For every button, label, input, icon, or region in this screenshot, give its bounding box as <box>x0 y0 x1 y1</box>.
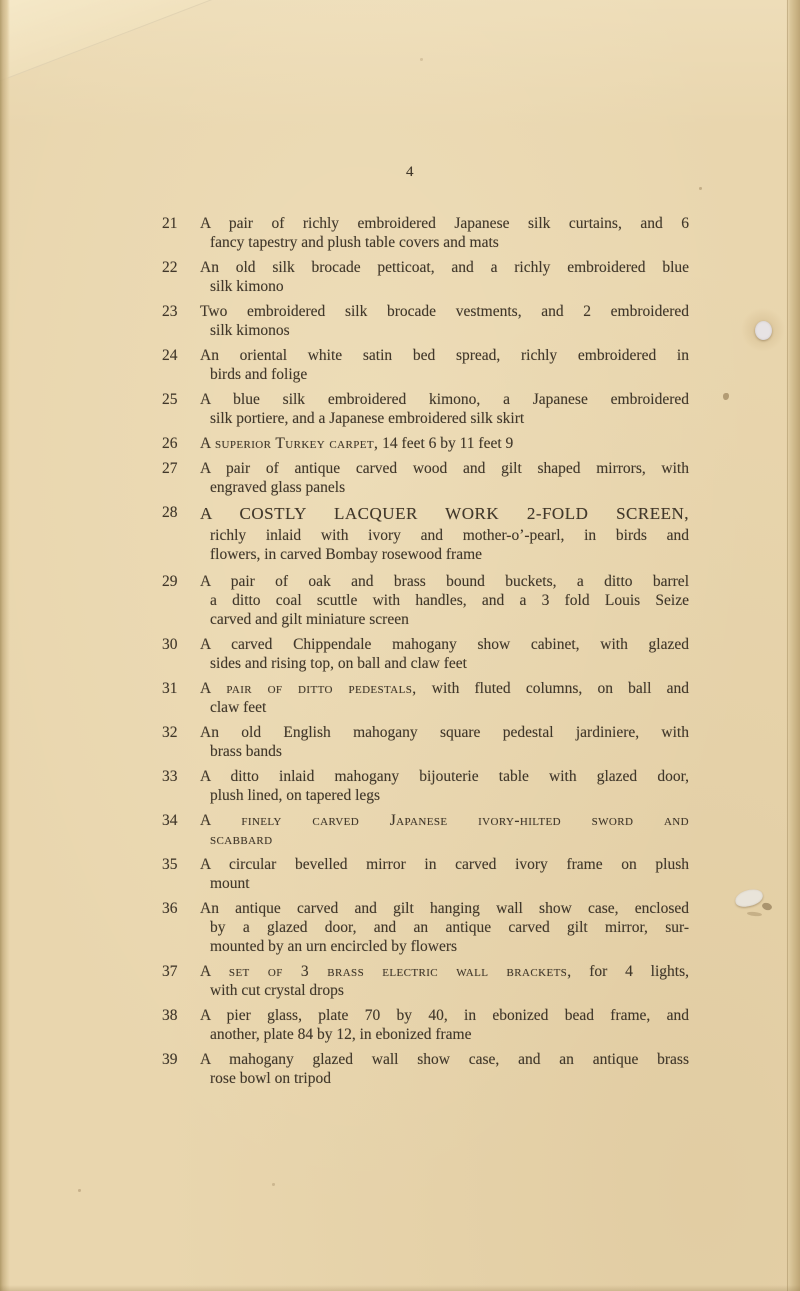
lot-item-28 <box>162 503 689 564</box>
lot-description <box>200 214 689 252</box>
lot-text-segment: A pair of richly embroidered Japanese silk curtains, and 6 <box>200 215 689 232</box>
lot-line <box>200 635 689 654</box>
lot-number: 24 <box>162 347 178 364</box>
lot-text-segment: mount <box>210 875 250 892</box>
paper-edge-line <box>787 0 788 1291</box>
lot-line <box>210 409 689 428</box>
lot-description <box>200 679 689 717</box>
lot-text-segment: flowers, in carved Bombay rosewood frame <box>210 546 483 563</box>
lot-text-segment: silk kimonos <box>210 322 290 339</box>
lot-text-segment: fancy tapestry and plush table covers and mats <box>210 234 499 251</box>
lot-text-segment: with fluted columns, on ball and <box>416 680 689 697</box>
lot-description <box>200 346 689 384</box>
lot-line <box>210 918 689 937</box>
lot-text-segment: A pair of antique carved wood and gilt shaped mirrors, with <box>200 460 689 477</box>
lot-number: 31 <box>162 680 178 697</box>
lot-number: 25 <box>162 391 178 408</box>
paper-right-edge <box>786 0 800 1291</box>
lot-item-27 <box>162 459 689 497</box>
lot-line <box>210 365 689 384</box>
lot-number: 28 <box>162 504 178 521</box>
lot-line <box>200 767 689 786</box>
paper-speck <box>78 1189 81 1192</box>
paper-speck <box>420 58 423 61</box>
lot-text-segment: A ditto inlaid mahogany bijouterie table with glazed door, <box>200 768 689 785</box>
lot-line <box>210 591 689 610</box>
lot-line <box>200 346 689 365</box>
lot-number: 32 <box>162 724 178 741</box>
lot-item-35 <box>162 855 689 893</box>
lot-description <box>200 723 689 761</box>
lot-number: 30 <box>162 636 178 653</box>
lot-item-36 <box>162 899 689 956</box>
lot-line <box>210 981 689 1000</box>
lot-text-segment: Two embroidered silk brocade vestments, and 2 embroidered <box>200 303 689 320</box>
lot-item-38 <box>162 1006 689 1044</box>
lot-text-segment: A pier glass, plate 70 by 40, in ebonized bead frame, and <box>200 1007 689 1024</box>
lot-line <box>210 874 689 893</box>
lot-text-segment: birds and folige <box>210 366 308 383</box>
lot-text-segment: A mahogany glazed wall show case, and an antique brass <box>200 1051 689 1068</box>
lot-text-segment: silk kimono <box>210 278 284 295</box>
lot-line <box>200 962 689 981</box>
lot-description <box>200 899 689 956</box>
lot-number: 39 <box>162 1051 178 1068</box>
lot-description <box>200 572 689 629</box>
lot-number: 23 <box>162 303 178 320</box>
lot-item-22 <box>162 258 689 296</box>
lot-number: 29 <box>162 573 178 590</box>
lot-text-segment: A pair of oak and brass bound buckets, a ditto barrel <box>200 573 689 590</box>
lot-line <box>210 478 689 497</box>
paper-smudge <box>761 902 773 912</box>
lot-line <box>210 654 689 673</box>
lot-line <box>200 855 689 874</box>
lot-item-31 <box>162 679 689 717</box>
lot-text-segment: engraved glass panels <box>210 479 346 496</box>
lot-text-segment: for 4 lights, <box>571 963 689 980</box>
lot-line <box>200 302 689 321</box>
lot-number: 37 <box>162 963 178 980</box>
lot-text-segment: An oriental white satin bed spread, richly embroidered in <box>200 347 689 364</box>
lot-text-segment: A superior Turkey carpet, <box>200 435 379 452</box>
lot-description <box>200 434 689 453</box>
lot-list <box>162 214 689 1094</box>
lot-line <box>210 233 689 252</box>
paper-left-edge <box>0 0 10 1291</box>
lot-line <box>200 258 689 277</box>
lot-line <box>200 503 689 526</box>
lot-item-29 <box>162 572 689 629</box>
lot-line <box>210 321 689 340</box>
lot-line <box>200 1006 689 1025</box>
lot-number: 38 <box>162 1007 178 1024</box>
paper-hole <box>755 321 772 340</box>
lot-line <box>200 679 689 698</box>
lot-text-segment: A circular bevelled mirror in carved ivory frame on plush <box>200 856 689 873</box>
lot-line <box>200 572 689 591</box>
lot-text-segment: with cut crystal drops <box>210 982 344 999</box>
lot-text-segment: A finely carved Japanese ivory-hilted sword and <box>200 812 689 829</box>
lot-text-segment: An antique carved and gilt hanging wall show case, enclosed <box>200 900 689 917</box>
lot-description <box>200 1050 689 1088</box>
lot-item-33 <box>162 767 689 805</box>
paper-crease <box>0 0 230 94</box>
lot-text-segment: A blue silk embroidered kimono, a Japanese embroidered <box>200 391 689 408</box>
lot-line <box>210 742 689 761</box>
paper-smudge-2 <box>747 911 762 917</box>
lot-line <box>210 830 689 849</box>
lot-line <box>210 937 689 956</box>
lot-item-34 <box>162 811 689 849</box>
lot-text-segment: An old English mahogany square pedestal jardiniere, with <box>200 724 689 741</box>
lot-line <box>200 899 689 918</box>
lot-text-segment: sides and rising top, on ball and claw feet <box>210 655 467 672</box>
paper-speck <box>723 393 729 400</box>
lot-line <box>210 786 689 805</box>
lot-line <box>210 526 689 545</box>
lot-text-segment: rose bowl on tripod <box>210 1070 331 1087</box>
lot-text-segment: silk portiere, and a Japanese embroidered silk skirt <box>210 410 525 427</box>
paper-speck <box>272 1183 275 1186</box>
lot-description <box>200 962 689 1000</box>
lot-line <box>210 545 689 564</box>
lot-text-segment: brass bands <box>210 743 282 760</box>
lot-text-segment: claw feet <box>210 699 267 716</box>
lot-item-39 <box>162 1050 689 1088</box>
lot-number: 21 <box>162 215 178 232</box>
lot-line <box>200 723 689 742</box>
lot-item-32 <box>162 723 689 761</box>
lot-item-30 <box>162 635 689 673</box>
lot-line <box>210 1069 689 1088</box>
lot-line <box>210 610 689 629</box>
lot-number: 22 <box>162 259 178 276</box>
lot-line <box>200 434 689 453</box>
lot-description <box>200 635 689 673</box>
lot-description <box>200 1006 689 1044</box>
lot-text-segment: A set of 3 brass electric wall brackets, <box>200 963 572 980</box>
lot-line <box>200 811 689 830</box>
lot-line <box>200 459 689 478</box>
lot-line <box>210 1025 689 1044</box>
lot-line <box>210 277 689 296</box>
lot-text-segment: by a glazed door, and an antique carved gilt mirror, sur- <box>210 919 689 936</box>
lot-number: 33 <box>162 768 178 785</box>
lot-text-segment: A COSTLY LACQUER WORK 2-FOLD SCREEN, <box>200 504 689 523</box>
lot-text-segment: richly inlaid with ivory and mother-o’-pearl, in birds and <box>210 527 689 544</box>
lot-description <box>200 811 689 849</box>
paper-hole-2 <box>734 888 764 909</box>
lot-text-segment: a ditto coal scuttle with handles, and a 3 fold Louis Seize <box>210 592 689 609</box>
lot-line <box>200 214 689 233</box>
lot-description <box>200 390 689 428</box>
lot-item-26 <box>162 434 689 453</box>
lot-text-segment: plush lined, on tapered legs <box>210 787 381 804</box>
paper-bottom-edge <box>0 1285 800 1291</box>
lot-text-segment: carved and gilt miniature screen <box>210 611 409 628</box>
lot-text-segment: A carved Chippendale mahogany show cabinet, with glazed <box>200 636 689 653</box>
lot-line <box>210 698 689 717</box>
lot-line <box>200 1050 689 1069</box>
lot-number: 34 <box>162 812 178 829</box>
lot-item-25 <box>162 390 689 428</box>
lot-number: 35 <box>162 856 178 873</box>
lot-item-37 <box>162 962 689 1000</box>
lot-text-segment: scabbard <box>210 831 273 848</box>
lot-text-segment: 14 feet 6 by 11 feet 9 <box>378 435 514 452</box>
lot-item-23 <box>162 302 689 340</box>
lot-text-segment: mounted by an urn encircled by flowers <box>210 938 458 955</box>
lot-description <box>200 459 689 497</box>
lot-item-24 <box>162 346 689 384</box>
lot-text-segment: An old silk brocade petticoat, and a richly embroidered blue <box>200 259 689 276</box>
lot-description <box>200 258 689 296</box>
lot-number: 26 <box>162 435 178 452</box>
lot-line <box>200 390 689 409</box>
page-number: 4 <box>406 164 414 180</box>
lot-description <box>200 302 689 340</box>
lot-text-segment: another, plate 84 by 12, in ebonized frame <box>210 1026 472 1043</box>
lot-number: 27 <box>162 460 178 477</box>
lot-description <box>200 855 689 893</box>
paper-speck <box>699 187 702 190</box>
lot-description <box>200 767 689 805</box>
lot-number: 36 <box>162 900 178 917</box>
lot-description <box>200 503 689 564</box>
lot-item-21 <box>162 214 689 252</box>
lot-text-segment: A pair of ditto pedestals, <box>200 680 417 697</box>
